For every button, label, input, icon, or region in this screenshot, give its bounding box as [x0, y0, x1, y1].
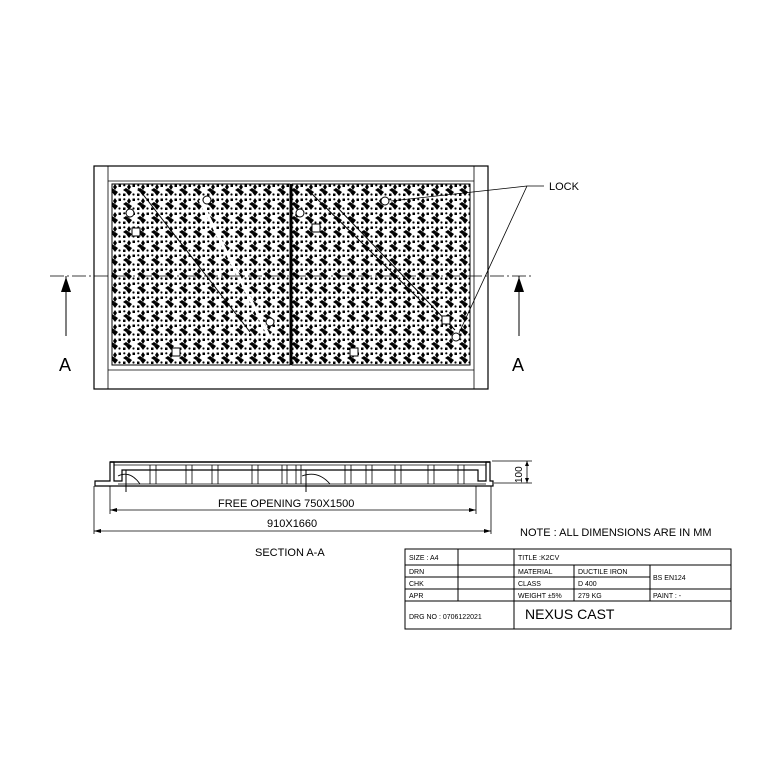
section-arrow-right — [514, 276, 524, 336]
cover-panel-left — [112, 184, 290, 365]
keyhole-icon — [126, 209, 134, 217]
lock-recess-icon — [172, 348, 180, 356]
lock-recess-icon — [350, 348, 358, 356]
tb-drn: DRN — [409, 569, 425, 576]
tb-material-label: MATERIAL — [518, 569, 553, 576]
lock-recess-icon — [442, 316, 450, 324]
keyhole-icon — [381, 197, 389, 205]
tb-apr: APR — [409, 593, 424, 600]
lock-recess-icon — [132, 228, 140, 236]
tb-drg-no: DRG NO : 0706122021 — [409, 614, 482, 621]
section-marker-right: A — [512, 355, 525, 375]
tb-weight-value: 279 KG — [578, 593, 602, 600]
keyhole-icon — [296, 209, 304, 217]
section-marker-left: A — [59, 355, 72, 375]
tb-weight-label: WEIGHT ±5% — [518, 593, 562, 600]
tb-company: NEXUS CAST — [525, 606, 615, 622]
cover-panel-right — [292, 184, 470, 365]
section-title: SECTION A-A — [255, 547, 325, 559]
tb-chk: CHK — [409, 581, 424, 588]
plan-view — [50, 166, 580, 389]
height-dimension — [492, 461, 532, 483]
keyhole-icon — [203, 196, 211, 204]
tb-paint: PAINT : - — [653, 593, 682, 600]
dim-height-label: 100 — [514, 466, 525, 483]
lock-recess-icon — [312, 224, 320, 232]
dimension-note: NOTE : ALL DIMENSIONS ARE IN MM — [520, 527, 712, 539]
dim-overall-label: 910X1660 — [267, 518, 318, 530]
tb-class-value: D 400 — [578, 581, 597, 588]
tb-class-label: CLASS — [518, 581, 541, 588]
tb-title: TITLE :K2CV — [518, 555, 560, 562]
dim-free-opening-label: FREE OPENING 750X1500 — [218, 498, 355, 510]
keyhole-icon — [452, 333, 460, 341]
section-view — [94, 461, 532, 559]
tb-material-value: DUCTILE IRON — [578, 569, 628, 576]
keyhole-icon — [266, 318, 274, 326]
section-arrow-left — [61, 276, 71, 336]
tb-size: SIZE : A4 — [409, 555, 439, 562]
lock-callout: LOCK — [549, 181, 579, 193]
frame-profile — [95, 462, 493, 486]
cover-ribs — [118, 465, 486, 484]
tb-standard: BS EN124 — [653, 575, 686, 582]
